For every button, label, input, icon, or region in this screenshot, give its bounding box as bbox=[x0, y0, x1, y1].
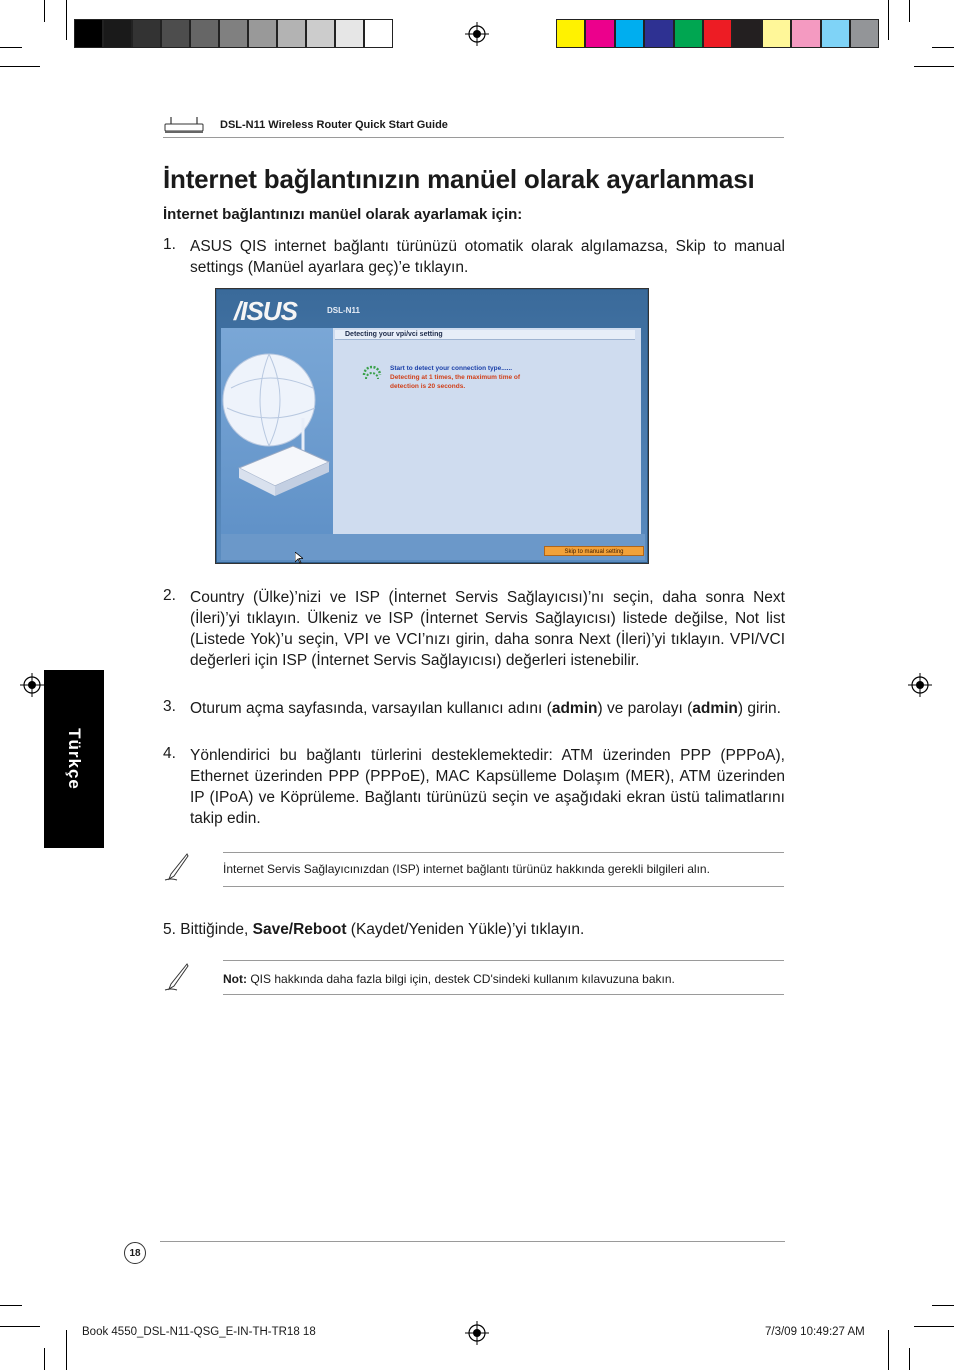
crop-mark bbox=[66, 1330, 67, 1370]
mouse-cursor-icon bbox=[295, 552, 303, 564]
note-divider bbox=[223, 886, 784, 887]
save-reboot-label: Save/Reboot bbox=[252, 921, 347, 938]
color-swatch bbox=[132, 19, 161, 48]
crop-mark bbox=[888, 0, 889, 40]
crop-mark bbox=[0, 66, 40, 67]
step-number: 1. bbox=[163, 236, 176, 253]
crop-mark bbox=[44, 0, 45, 22]
color-swatch bbox=[277, 19, 306, 48]
print-slug-left: Book 4550_DSL-N11-QSG_E-IN-TH-TR18 18 bbox=[82, 1326, 316, 1338]
note-label: Not: bbox=[223, 972, 247, 986]
detect-status-line: Start to detect your connection type...... bbox=[390, 365, 513, 372]
note-divider bbox=[223, 852, 784, 853]
detect-status-line: Detecting at 1 times, the maximum time of bbox=[390, 374, 521, 381]
pen-note-icon bbox=[163, 962, 189, 992]
step-text bbox=[163, 919, 783, 940]
color-swatch bbox=[850, 19, 879, 48]
registration-mark-icon bbox=[20, 673, 44, 697]
color-swatch bbox=[674, 19, 703, 48]
color-swatch bbox=[644, 19, 673, 48]
default-username: admin bbox=[551, 700, 598, 717]
step-text bbox=[190, 698, 785, 719]
footer-divider bbox=[160, 1241, 785, 1242]
crop-mark bbox=[44, 1348, 45, 1370]
detect-status-line: detection is 20 seconds. bbox=[390, 383, 466, 390]
step-text-part: ) ve parolayı ( bbox=[597, 700, 693, 717]
crop-mark bbox=[909, 1348, 910, 1370]
step-text-part: Oturum açma sayfasında, varsayılan kullanıcı adını ( bbox=[190, 700, 552, 717]
color-swatch bbox=[556, 19, 585, 48]
color-swatch bbox=[762, 19, 791, 48]
router-illustration-panel bbox=[221, 328, 333, 560]
color-swatch bbox=[248, 19, 277, 48]
section-subtitle: İnternet bağlantınızı manüel olarak ayarlamak için: bbox=[163, 206, 523, 223]
step-number: 4. bbox=[163, 745, 176, 762]
registration-mark-icon bbox=[465, 1321, 489, 1345]
color-swatch bbox=[103, 19, 132, 48]
color-swatch bbox=[364, 19, 393, 48]
default-password: admin bbox=[692, 700, 738, 717]
globe-router-illustration bbox=[221, 328, 333, 560]
language-side-tab bbox=[44, 670, 104, 848]
color-swatch bbox=[791, 19, 820, 48]
color-swatch bbox=[615, 19, 644, 48]
pen-note-icon bbox=[163, 852, 189, 882]
language-label: Türkçe bbox=[65, 728, 84, 790]
crop-mark bbox=[0, 1305, 22, 1306]
crop-mark bbox=[909, 0, 910, 22]
page-number: 18 bbox=[124, 1242, 146, 1264]
page-title: İnternet bağlantınızın manüel olarak ayarlanması bbox=[163, 164, 755, 194]
model-label: DSL-N11 bbox=[327, 306, 360, 315]
crop-mark bbox=[888, 1330, 889, 1370]
crop-mark bbox=[66, 0, 67, 40]
color-swatch bbox=[585, 19, 614, 48]
step-text-part: 5. Bittiğinde, bbox=[163, 921, 253, 938]
color-swatch bbox=[190, 19, 219, 48]
step-number: 3. bbox=[163, 698, 176, 715]
crop-mark bbox=[0, 1326, 40, 1327]
asus-logo: /ISUS bbox=[234, 296, 297, 326]
note-text bbox=[223, 972, 675, 986]
color-swatch bbox=[306, 19, 335, 48]
loading-spinner-icon bbox=[361, 364, 383, 386]
step-text-part: ) girin. bbox=[737, 700, 781, 717]
crop-mark bbox=[932, 1305, 954, 1306]
note-text: İnternet Servis Sağlayıcınızdan (ISP) internet bağlantı türünüz hakkında gerekli bilgileri alın. bbox=[223, 862, 710, 876]
color-swatch bbox=[821, 19, 850, 48]
router-icon bbox=[163, 115, 205, 135]
color-swatch bbox=[732, 19, 761, 48]
panel-title: Detecting your vpi/vci setting bbox=[335, 330, 635, 340]
setup-wizard-screenshot bbox=[215, 288, 649, 564]
color-swatch bbox=[161, 19, 190, 48]
note-body: QIS hakkında daha fazla bilgi için, destek CD'sindeki kullanım kılavuzuna bakın. bbox=[247, 972, 675, 986]
registration-mark-icon bbox=[465, 22, 489, 46]
crop-mark bbox=[932, 47, 954, 48]
note-divider bbox=[223, 960, 784, 961]
registration-mark-icon bbox=[908, 673, 932, 697]
color-swatch bbox=[74, 19, 103, 48]
step-text: ASUS QIS internet bağlantı türünüzü otomatik olarak algılamazsa, Skip to manual settings (Manüel ayarlara geç)’e tıklayın. bbox=[190, 238, 785, 276]
wizard-content-panel bbox=[333, 328, 641, 534]
crop-mark bbox=[914, 66, 954, 67]
crop-mark bbox=[0, 47, 22, 48]
skip-to-manual-button[interactable]: Skip to manual setting bbox=[544, 546, 644, 556]
color-swatch bbox=[219, 19, 248, 48]
step-text-part: (Kaydet/Yeniden Yükle)’yi tıklayın. bbox=[346, 921, 585, 938]
note-divider bbox=[223, 994, 784, 995]
color-swatch bbox=[703, 19, 732, 48]
step-text: Yönlendirici bu bağlantı türlerini desteklemektedir: ATM üzerinden PPP (PPPoA), Ethernet üzerinden PPP (PPPoE), MAC Kapsülleme Dolaşım (MER), ATM üzerinden IP (IPoA) ve Köprüleme. Bağlantı türünüzü seçin ve aşağıdaki ekran üstü talimatlarını takip edin. bbox=[190, 747, 785, 827]
crop-mark bbox=[914, 1326, 954, 1327]
step-text: Country (Ülke)’nizi ve ISP (İnternet Servis Sağlayıcısı)’nı seçin, daha sonra Next (İleri)’yi tıklayın. Ülkeniz ve ISP (İnternet Servis Sağlayıcısı) listede değilse, Not list (Listede Yok)’u seçin, VPI ve VCI’nızı girin, daha sonra Next (İleri)’yi tıklayın. VPI/VCI değerleri için ISP (İnternet Servis Sağlayıcısı) değerleri istenebilir. bbox=[190, 589, 785, 669]
step-number: 2. bbox=[163, 587, 176, 604]
header-divider bbox=[163, 137, 784, 138]
print-slug-right: 7/3/09 10:49:27 AM bbox=[765, 1326, 865, 1338]
guide-title: DSL-N11 Wireless Router Quick Start Guide bbox=[220, 119, 448, 131]
color-swatch bbox=[335, 19, 364, 48]
